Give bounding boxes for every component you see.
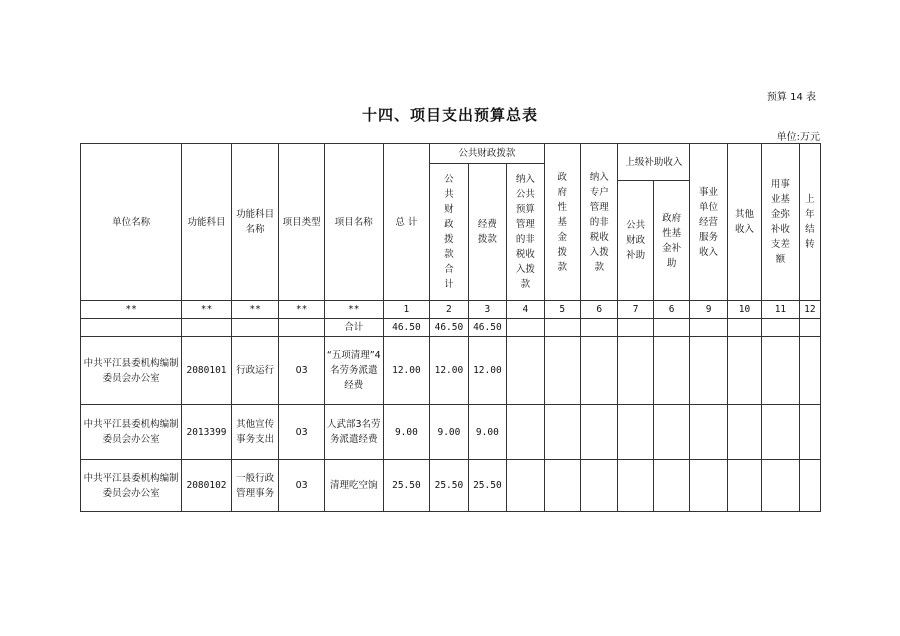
header-func-code: 功能科目	[182, 144, 232, 301]
table-row	[81, 337, 821, 405]
row-total: 12.00	[383, 337, 430, 405]
index-cell: 3	[468, 301, 506, 319]
index-cell: 2	[430, 301, 468, 319]
index-cell: **	[182, 301, 232, 319]
header-row-1	[81, 144, 821, 164]
index-cell: **	[81, 301, 182, 319]
index-cell: 9	[690, 301, 727, 319]
row-type: 03	[279, 337, 325, 405]
row-code: 2080101	[182, 337, 232, 405]
row-public-total: 12.00	[430, 337, 468, 405]
row-project: “五项清理”4名劳务派遣经费	[324, 337, 383, 405]
sum-public-total: 46.50	[430, 319, 468, 337]
form-number: 预算 14 表	[766, 92, 816, 103]
header-sup-public: 公共财政补助	[618, 181, 653, 301]
header-nontax: 纳入公共预算管理的非税收入拨款	[507, 164, 544, 301]
header-total: 总 计	[383, 144, 430, 301]
table-row	[81, 460, 821, 512]
header-proj-name: 项目名称	[324, 144, 383, 301]
table-row	[81, 405, 821, 460]
row-unit: 中共平江县委机构编制委员会办公室	[81, 405, 182, 460]
header-fund-cover: 用事业基金弥补收支差额	[762, 144, 799, 301]
index-cell: 6	[581, 301, 618, 319]
row-total: 25.50	[383, 460, 430, 512]
row-public-total: 9.00	[430, 405, 468, 460]
index-cell: 12	[799, 301, 820, 319]
row-funding: 12.00	[468, 337, 506, 405]
index-cell: 5	[544, 301, 580, 319]
index-row	[81, 301, 821, 319]
row-project: 人武部3名劳务派遣经费	[324, 405, 383, 460]
index-cell: 6	[653, 301, 689, 319]
row-type: 03	[279, 460, 325, 512]
header-business-income: 事业单位经营服务收入	[690, 144, 727, 301]
header-proj-type: 项目类型	[279, 144, 325, 301]
index-cell: **	[231, 301, 279, 319]
row-code: 2013399	[182, 405, 232, 460]
header-public-group: 公共财政拨款	[430, 144, 544, 164]
row-unit: 中共平江县委机构编制委员会办公室	[81, 460, 182, 512]
row-unit: 中共平江县委机构编制委员会办公室	[81, 337, 182, 405]
sum-row	[81, 319, 821, 337]
header-unit-name: 单位名称	[81, 144, 182, 301]
sum-total: 46.50	[383, 319, 430, 337]
index-cell: 1	[383, 301, 430, 319]
row-total: 9.00	[383, 405, 430, 460]
budget-table	[80, 143, 821, 512]
header-superior-group: 上级补助收入	[618, 144, 690, 181]
row-funding: 9.00	[468, 405, 506, 460]
sum-funding: 46.50	[468, 319, 506, 337]
row-code: 2080102	[182, 460, 232, 512]
row-project: 清理吃空饷	[324, 460, 383, 512]
header-sup-gov-fund: 政府性基金补助	[653, 181, 689, 301]
header-func-name: 功能科目名称	[231, 144, 279, 301]
header-carry-over: 上年结转	[799, 144, 820, 301]
index-cell: **	[279, 301, 325, 319]
page-title: 十四、项目支出预算总表	[361, 106, 538, 124]
row-func-name: 行政运行	[231, 337, 279, 405]
row-func-name: 其他宣传事务支出	[231, 405, 279, 460]
unit-label: 单位:万元	[776, 132, 820, 143]
row-func-name: 一般行政管理事务	[231, 460, 279, 512]
header-gov-fund: 政府性基金拨款	[544, 144, 580, 301]
index-cell: 11	[762, 301, 799, 319]
index-cell: 10	[727, 301, 761, 319]
index-cell: 4	[507, 301, 544, 319]
index-cell: 7	[618, 301, 653, 319]
header-funding: 经费拨款	[468, 164, 506, 301]
header-special-nontax: 纳入专户管理的非税收入拨款	[581, 144, 618, 301]
header-public-total: 公共财政拨款合计	[430, 164, 468, 301]
row-public-total: 25.50	[430, 460, 468, 512]
row-funding: 25.50	[468, 460, 506, 512]
index-cell: **	[324, 301, 383, 319]
row-type: 03	[279, 405, 325, 460]
header-other-income: 其他收入	[727, 144, 761, 301]
sum-label: 合计	[324, 319, 383, 337]
